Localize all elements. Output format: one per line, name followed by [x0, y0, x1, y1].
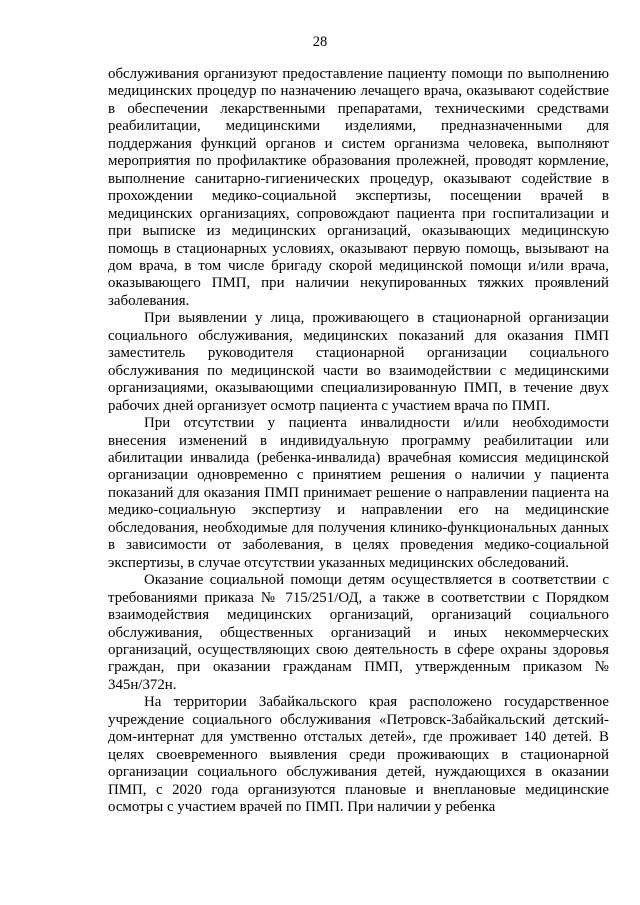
paragraph-zabaikalsky-institution: На территории Забайкальского края расположено государственное учреждение социального обслуживания «Петровск-Забайкальский детский-дом-интернат для умственно отсталых детей», где проживает 140 детей. В целях своевременного выявления среди проживающих в стационарной организации социального обслуживания детей, нуждающихся в оказании ПМП, с 2020 года организуются плановые и внеплановые медицинские осмотры с участием врачей по ПМП. При наличии у ребенка: [108, 694, 609, 816]
paragraph-disability-commission: При отсутствии у пациента инвалидности и/или необходимости внесения изменений в индивидуальную программу реабилитации или абилитации инвалида (ребенка-инвалида) врачебная комиссия медицинской организации одновременно с принятием решения о наличии у пациента показаний для оказания ПМП принимает решение о направлении пациента на медико-социальную экспертизу и направлении его на медицинские обследования, необходимые для получения клинико-функциональных данных в зависимости от заболевания, в целях проведения медико-социальной экспертизы, в случае отсутствии указанных медицинских обследований.: [108, 415, 609, 571]
paragraph-social-help-children: Оказание социальной помощи детям осуществляется в соответствии с требованиями приказа № 715/251/ОД, а также в соответствии с Порядком взаимодействия медицинских организаций, организаций социального обслуживания, общественных организаций и иных некоммерческих организаций, осуществляющих свою деятельность в сфере охраны здоровья граждан, при оказании гражданам ПМП, утвержденным приказом № 345н/372н.: [108, 572, 609, 693]
paragraph-continued: обслуживания организуют предоставление пациенту помощи по выполнению медицинских процедур по назначению лечащего врача, оказывают содействие в обеспечении лекарственными препаратами, техническими средствами реабилитации, медицинскими изделиями, предназначенными для поддержания функций органов и систем организма человека, выполняют мероприятия по профилактике образования пролежней, проводят кормление, выполнение санитарно-гигиенических процедур, оказывают содействие в прохождении медико-социальной экспертизы, посещении врачей в медицинских организациях, сопровождают пациента при госпитализации и при выписке из медицинских организаций, оказывающих медицинскую помощь в стационарных условиях, оказывают первую помощь, вызывают на дом врача, в том числе бригаду скорой медицинской помощи и/или врача, оказывающего ПМП, при наличии некупированных тяжких проявлений заболевания.: [108, 66, 609, 309]
paragraph-pmp-detection: При выявлении у лица, проживающего в стационарной организации социального обслуживания, медицинских показаний для оказания ПМП заместитель руководителя стационарной организации социального обслуживания по медицинской части во взаимодействии с медицинскими организациями, оказывающими специализированную ПМП, в течение двух рабочих дней организует осмотр пациента с участием врача по ПМП.: [108, 310, 609, 414]
page-number: 28: [312, 34, 328, 50]
document-body: [108, 66, 609, 816]
